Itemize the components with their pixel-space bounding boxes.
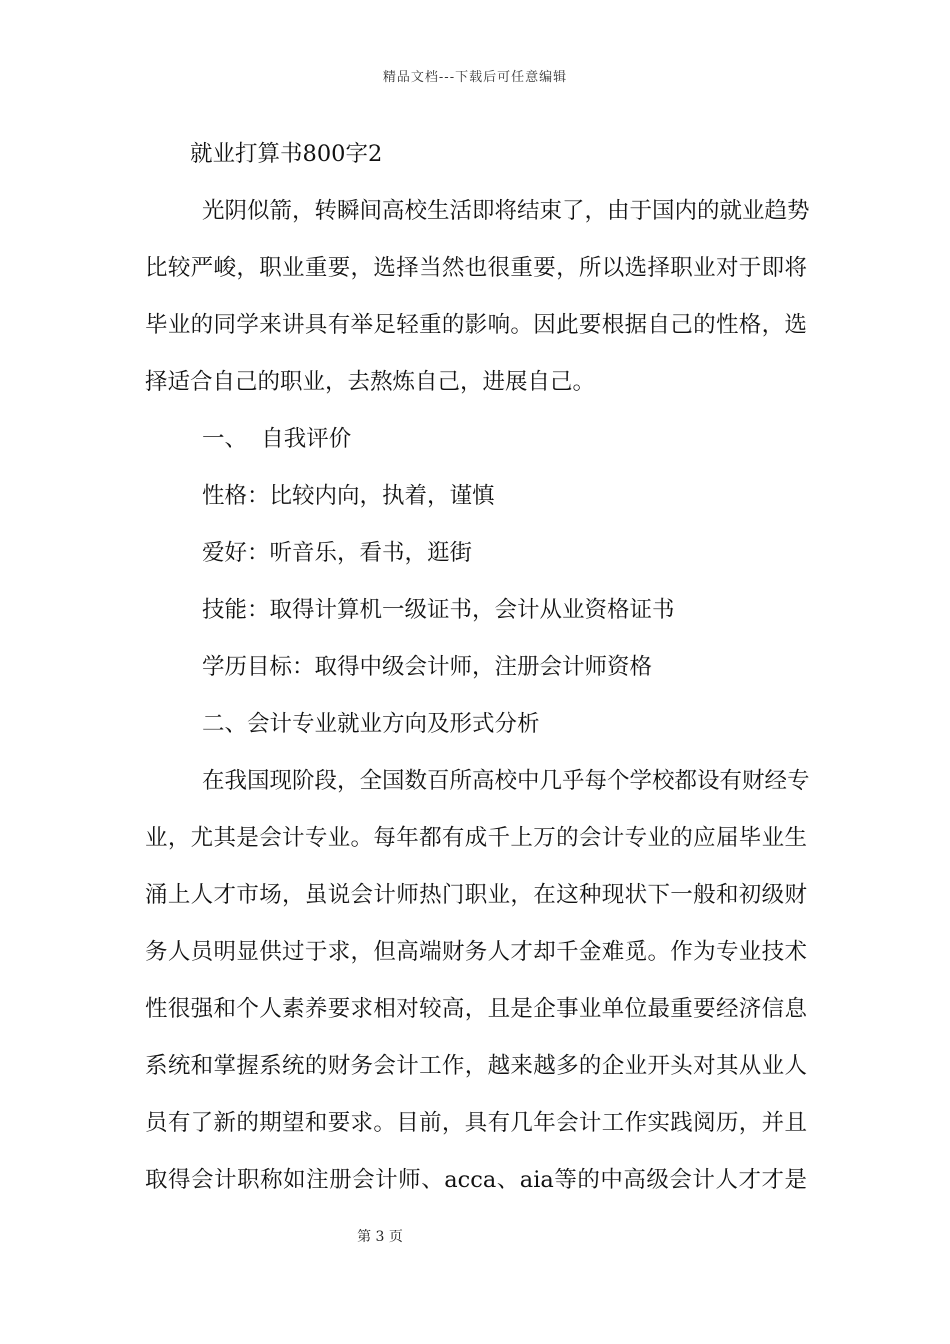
paragraph-line: 员有了新的期望和要求。目前，具有几年会计工作实践阅历，并且: [145, 1110, 807, 1136]
section-heading-career-analysis: 二、会计专业就业方向及形式分析: [202, 711, 540, 737]
paragraph-line: 在我国现阶段，全国数百所高校中几乎每个学校都设有财经专: [202, 768, 810, 794]
paragraph-line: 性很强和个人素养要求相对较高，且是企事业单位最重要经济信息: [145, 996, 807, 1022]
self-eval-hobbies: 爱好：听音乐，看书，逛街: [202, 540, 473, 566]
self-eval-education-goal: 学历目标：取得中级会计师，注册会计师资格: [202, 654, 653, 680]
paragraph-line: 系统和掌握系统的财务会计工作，越来越多的企业开头对其从业人: [145, 1053, 807, 1079]
self-eval-skills: 技能：取得计算机一级证书，会计从业资格证书: [202, 597, 675, 623]
page-number: 第 3 页: [357, 1229, 403, 1245]
section-heading-self-evaluation: 一、 自我评价: [202, 426, 352, 452]
paragraph-line: 毕业的同学来讲具有举足轻重的影响。因此要根据自己的性格，选: [145, 312, 807, 338]
page-header: 精品文档---下载后可任意编辑: [382, 70, 568, 85]
paragraph-line: 业，尤其是会计专业。每年都有成千上万的会计专业的应届毕业生: [145, 825, 807, 851]
paragraph-line: 取得会计职称如注册会计师、acca、aia等的中高级会计人才才是: [145, 1167, 807, 1193]
paragraph-line: 比较严峻，职业重要，选择当然也很重要，所以选择职业对于即将: [145, 255, 807, 281]
paragraph-line: 择适合自己的职业，去熬炼自己，进展自己。: [145, 369, 596, 395]
paragraph-line: 光阴似箭，转瞬间高校生活即将结束了，由于国内的就业趋势: [202, 198, 810, 224]
self-eval-personality: 性格：比较内向，执着，谨慎: [202, 483, 495, 509]
paragraph-line: 涌上人才市场，虽说会计师热门职业，在这种现状下一般和初级财: [145, 882, 807, 908]
document-title: 就业打算书800字2: [190, 141, 383, 167]
paragraph-line: 务人员明显供过于求，但高端财务人才却千金难觅。作为专业技术: [145, 939, 807, 965]
